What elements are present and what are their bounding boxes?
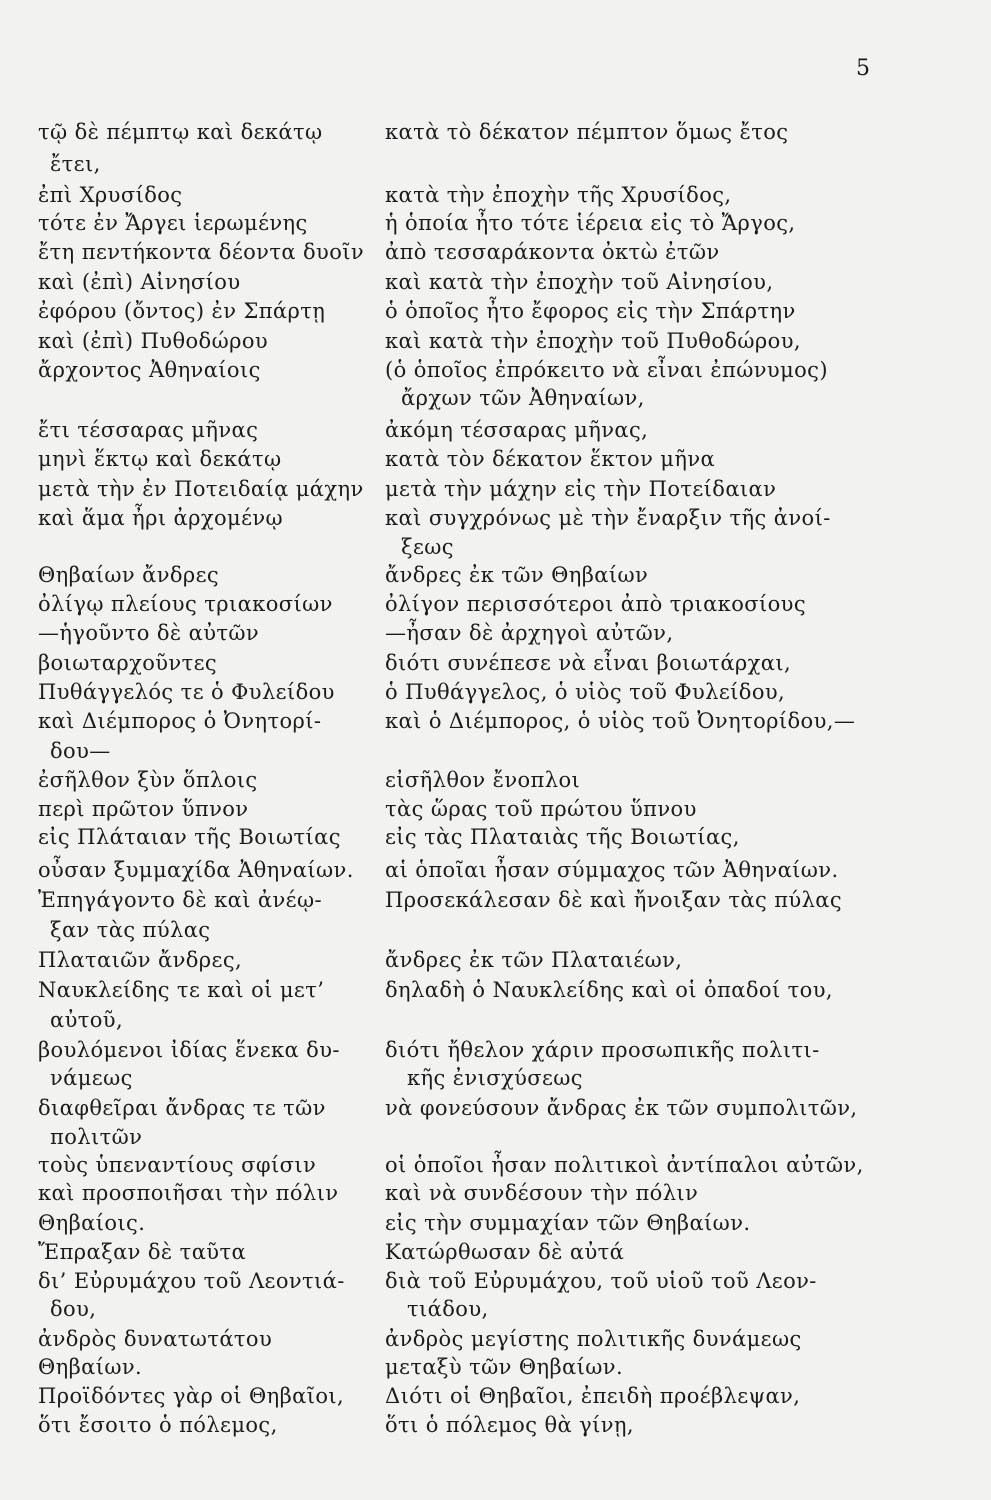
translation-line: —ἦσαν δὲ ἀρχηγοὶ αὐτῶν, xyxy=(385,621,674,645)
translation-line: δηλαδὴ ὁ Ναυκλείδης καὶ οἱ ὀπαδοί του, xyxy=(385,978,833,1002)
greek-line: καὶ ἅμα ἦρι ἀρχομένῳ xyxy=(38,506,284,530)
translation-line: ξεως xyxy=(401,535,454,559)
greek-line: τῷ δὲ πέμπτῳ καὶ δεκάτῳ xyxy=(38,120,323,144)
greek-line: διαφθεῖραι ἄνδρας τε τῶν xyxy=(38,1096,326,1120)
greek-line: νάμεως xyxy=(50,1066,133,1090)
greek-line: μετὰ τὴν ἐν Ποτειδαίᾳ μάχην xyxy=(38,477,364,501)
translation-line: κατὰ τὴν ἐποχὴν τῆς Χρυσίδος, xyxy=(385,183,732,207)
greek-line: ὀλίγῳ πλείους τριακοσίων xyxy=(38,592,333,616)
translation-line: κῆς ἐνισχύσεως xyxy=(407,1066,583,1090)
translation-line: ὅτι ὁ πόλεμος θὰ γίνῃ, xyxy=(385,1413,634,1437)
translation-line: εἰς τὰς Πλαταιὰς τῆς Βοιωτίας, xyxy=(385,825,740,849)
greek-line: τοὺς ὑπεναντίους σφίσιν xyxy=(38,1153,317,1177)
translation-line: καὶ ὁ Διέμπορος, ὁ υἱὸς τοῦ Ὀνητορίδου,— xyxy=(385,709,856,733)
greek-line: ξαν τὰς πύλας xyxy=(50,918,211,942)
greek-line: καὶ (ἐπὶ) Πυθοδώρου xyxy=(38,329,269,353)
translation-line: ὁ ὁποῖος ἦτο ἔφορος εἰς τὴν Σπάρτην xyxy=(385,299,796,323)
translation-line: ἄνδρες ἐκ τῶν Θηβαίων xyxy=(385,563,649,587)
greek-line: δου, xyxy=(50,1297,97,1321)
translation-line: νὰ φονεύσουν ἄνδρας ἐκ τῶν συμπολιτῶν, xyxy=(385,1096,858,1120)
greek-line: οὖσαν ξυμμαχίδα Ἀθηναίων. xyxy=(38,858,354,882)
greek-line: ἐπὶ Χρυσίδος xyxy=(38,183,183,207)
greek-line: ἔτι τέσσαρας μῆνας xyxy=(38,418,259,442)
translation-line: (ὁ ὁποῖος ἐπρόκειτο νὰ εἶναι ἐπώνυμος) xyxy=(385,358,828,382)
greek-line: ὅτι ἔσοιτο ὁ πόλεμος, xyxy=(38,1413,278,1437)
greek-line: Θηβαίων ἄνδρες xyxy=(38,563,220,587)
translation-line: κατὰ τὸ δέκατον πέμπτον ὅμως ἔτος xyxy=(385,120,789,144)
translation-line: Κατώρθωσαν δὲ αὐτά xyxy=(385,1240,625,1264)
translation-line: οἱ ὁποῖοι ἦσαν πολιτικοὶ ἀντίπαλοι αὐτῶν, xyxy=(385,1153,864,1177)
translation-line: εἰς τὴν συμμαχίαν τῶν Θηβαίων. xyxy=(385,1211,751,1235)
translation-line: ἀπὸ τεσσαράκοντα ὀκτὼ ἐτῶν xyxy=(385,240,720,264)
translation-line: ἡ ὁποία ἦτο τότε ἱέρεια εἰς τὸ Ἄργος, xyxy=(385,211,796,235)
translation-line: διότι ἤθελον χάριν προσωπικῆς πολιτι- xyxy=(385,1038,820,1062)
greek-line: ἄρχοντος Ἀθηναίοις xyxy=(38,358,261,382)
greek-line: περὶ πρῶτον ὕπνον xyxy=(38,797,249,821)
greek-line: καὶ (ἐπὶ) Αἰνησίου xyxy=(38,270,241,294)
greek-line: καὶ Διέμπορος ὁ Ὀνητορί- xyxy=(38,709,322,733)
translation-line: μεταξὺ τῶν Θηβαίων. xyxy=(385,1355,624,1379)
page-number: 5 xyxy=(856,56,870,81)
translation-line: διότι συνέπεσε νὰ εἶναι βοιωτάρχαι, xyxy=(385,651,792,675)
translation-line: καὶ κατὰ τὴν ἐποχὴν τοῦ Αἰνησίου, xyxy=(385,270,774,294)
translation-line: Διότι οἱ Θηβαῖοι, ἐπειδὴ προέβλεψαν, xyxy=(385,1384,801,1408)
greek-line: βουλόμενοι ἰδίας ἕνεκα δυ- xyxy=(38,1038,340,1062)
greek-line: Πλαταιῶν ἄνδρες, xyxy=(38,948,243,972)
greek-line: Ἐπηγάγοντο δὲ καὶ ἀνέῳ- xyxy=(38,888,322,912)
translation-line: ἄνδρες ἐκ τῶν Πλαταιέων, xyxy=(385,948,683,972)
translation-line: καὶ νὰ συνδέσουν τὴν πόλιν xyxy=(385,1181,699,1205)
greek-line: ἐφόρου (ὄντος) ἐν Σπάρτῃ xyxy=(38,299,326,323)
greek-line: αὐτοῦ, xyxy=(50,1008,124,1032)
greek-line: μηνὶ ἕκτῳ καὶ δεκάτῳ xyxy=(38,447,282,471)
translation-line: αἱ ὁποῖαι ἦσαν σύμμαχος τῶν Ἀθηναίων. xyxy=(385,858,839,882)
greek-line: τότε ἐν Ἄργει ἱερωμένης xyxy=(38,211,308,235)
translation-line: διὰ τοῦ Εὐρυμάχου, τοῦ υἱοῦ τοῦ Λεον- xyxy=(385,1269,817,1293)
translation-line: Προσεκάλεσαν δὲ καὶ ἤνοιξαν τὰς πύλας xyxy=(385,888,843,912)
greek-line: βοιωταρχοῦντες xyxy=(38,651,218,675)
greek-line: Θηβαίοις. xyxy=(38,1211,146,1235)
greek-line: Πυθάγγελός τε ὁ Φυλείδου xyxy=(38,680,335,704)
greek-line: δι’ Εὐρυμάχου τοῦ Λεοντιά- xyxy=(38,1269,345,1293)
greek-line: Θηβαίων. xyxy=(38,1355,143,1379)
greek-line: Ναυκλείδης τε καὶ οἱ μετ’ xyxy=(38,978,325,1002)
translation-line: μετὰ τὴν μάχην εἰς τὴν Ποτείδαιαν xyxy=(385,477,777,501)
greek-line: ἔτει, xyxy=(50,152,101,176)
greek-line: ἐσῆλθον ξὺν ὅπλοις xyxy=(38,768,258,792)
greek-line: εἰς Πλάταιαν τῆς Βοιωτίας xyxy=(38,825,341,849)
translation-line: ἀκόμη τέσσαρας μῆνας, xyxy=(385,418,649,442)
translation-line: ὀλίγον περισσότεροι ἀπὸ τριακοσίους xyxy=(385,592,806,616)
greek-line: ἔτη πεντήκοντα δέοντα δυοῖν xyxy=(38,240,365,264)
translation-line: ὁ Πυθάγγελος, ὁ υἱὸς τοῦ Φυλείδου, xyxy=(385,680,786,704)
greek-line: δου— xyxy=(50,739,111,763)
greek-line: —ἡγοῦντο δὲ αὐτῶν xyxy=(38,621,260,645)
translation-line: καὶ συγχρόνως μὲ τὴν ἔναρξιν τῆς ἀνοί- xyxy=(385,506,831,530)
greek-line: ἀνδρὸς δυνατωτάτου xyxy=(38,1327,273,1351)
translation-line: καὶ κατὰ τὴν ἐποχὴν τοῦ Πυθοδώρου, xyxy=(385,329,801,353)
translation-line: εἰσῆλθον ἔνοπλοι xyxy=(385,768,581,792)
greek-line: καὶ προσποιῆσαι τὴν πόλιν xyxy=(38,1181,339,1205)
translation-line: κατὰ τὸν δέκατον ἕκτον μῆνα xyxy=(385,447,716,471)
translation-line: τιάδου, xyxy=(407,1297,489,1321)
translation-line: ἄρχων τῶν Ἀθηναίων, xyxy=(401,386,645,410)
greek-line: Ἔπραξαν δὲ ταῦτα xyxy=(38,1240,247,1264)
translation-line: ἀνδρὸς μεγίστης πολιτικῆς δυνάμεως xyxy=(385,1327,802,1351)
translation-line: τὰς ὥρας τοῦ πρώτου ὕπνου xyxy=(385,797,697,821)
greek-line: Προϊδόντες γὰρ οἱ Θηβαῖοι, xyxy=(38,1384,345,1408)
greek-line: πολιτῶν xyxy=(50,1125,143,1149)
